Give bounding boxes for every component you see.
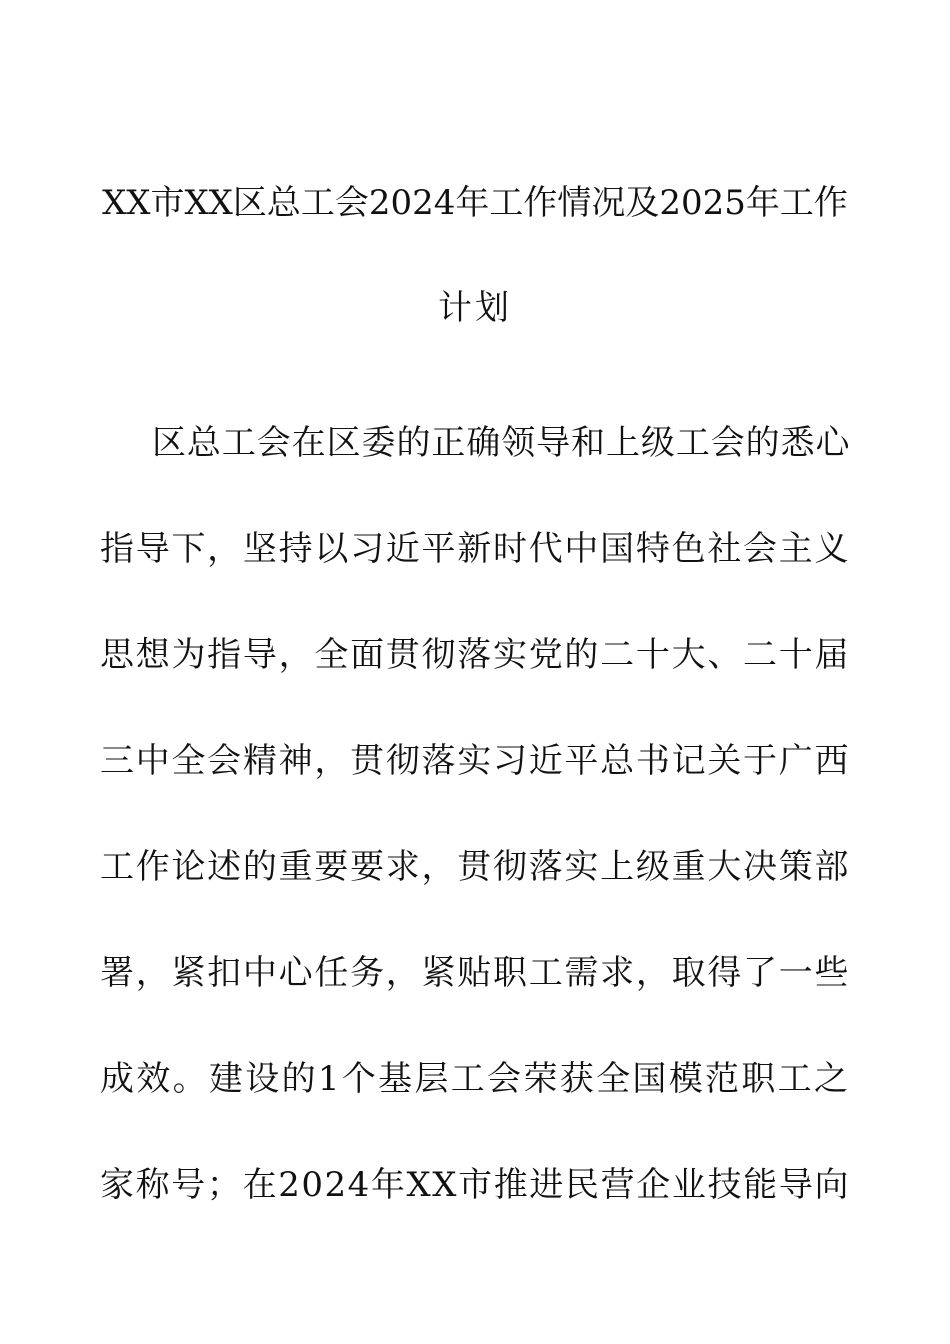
- paragraph-line-7: 成效。建设的1个基层工会荣获全国模范职工之: [100, 1059, 850, 1099]
- paragraph-line-1: 区总工会在区委的正确领导和上级工会的悉心: [152, 423, 850, 463]
- paragraph-line-5: 工作论述的重要要求，贯彻落实上级重大决策部: [100, 847, 850, 887]
- paragraph-line-8: 家称号；在2024年XX市推进民营企业技能导向: [100, 1165, 850, 1205]
- paragraph-line-4: 三中全会精神，贯彻落实习近平总书记关于广西: [100, 741, 850, 781]
- paragraph-line-2: 指导下，坚持以习近平新时代中国特色社会主义: [100, 529, 850, 569]
- document-title-line-2: 计划: [438, 288, 512, 328]
- paragraph-line-6: 署，紧扣中心任务，紧贴职工需求，取得了一些: [100, 953, 850, 993]
- document-title-line-1: XX市XX区总工会2024年工作情况及2025年工作: [102, 183, 848, 223]
- paragraph-line-3: 思想为指导，全面贯彻落实党的二十大、二十届: [100, 635, 850, 675]
